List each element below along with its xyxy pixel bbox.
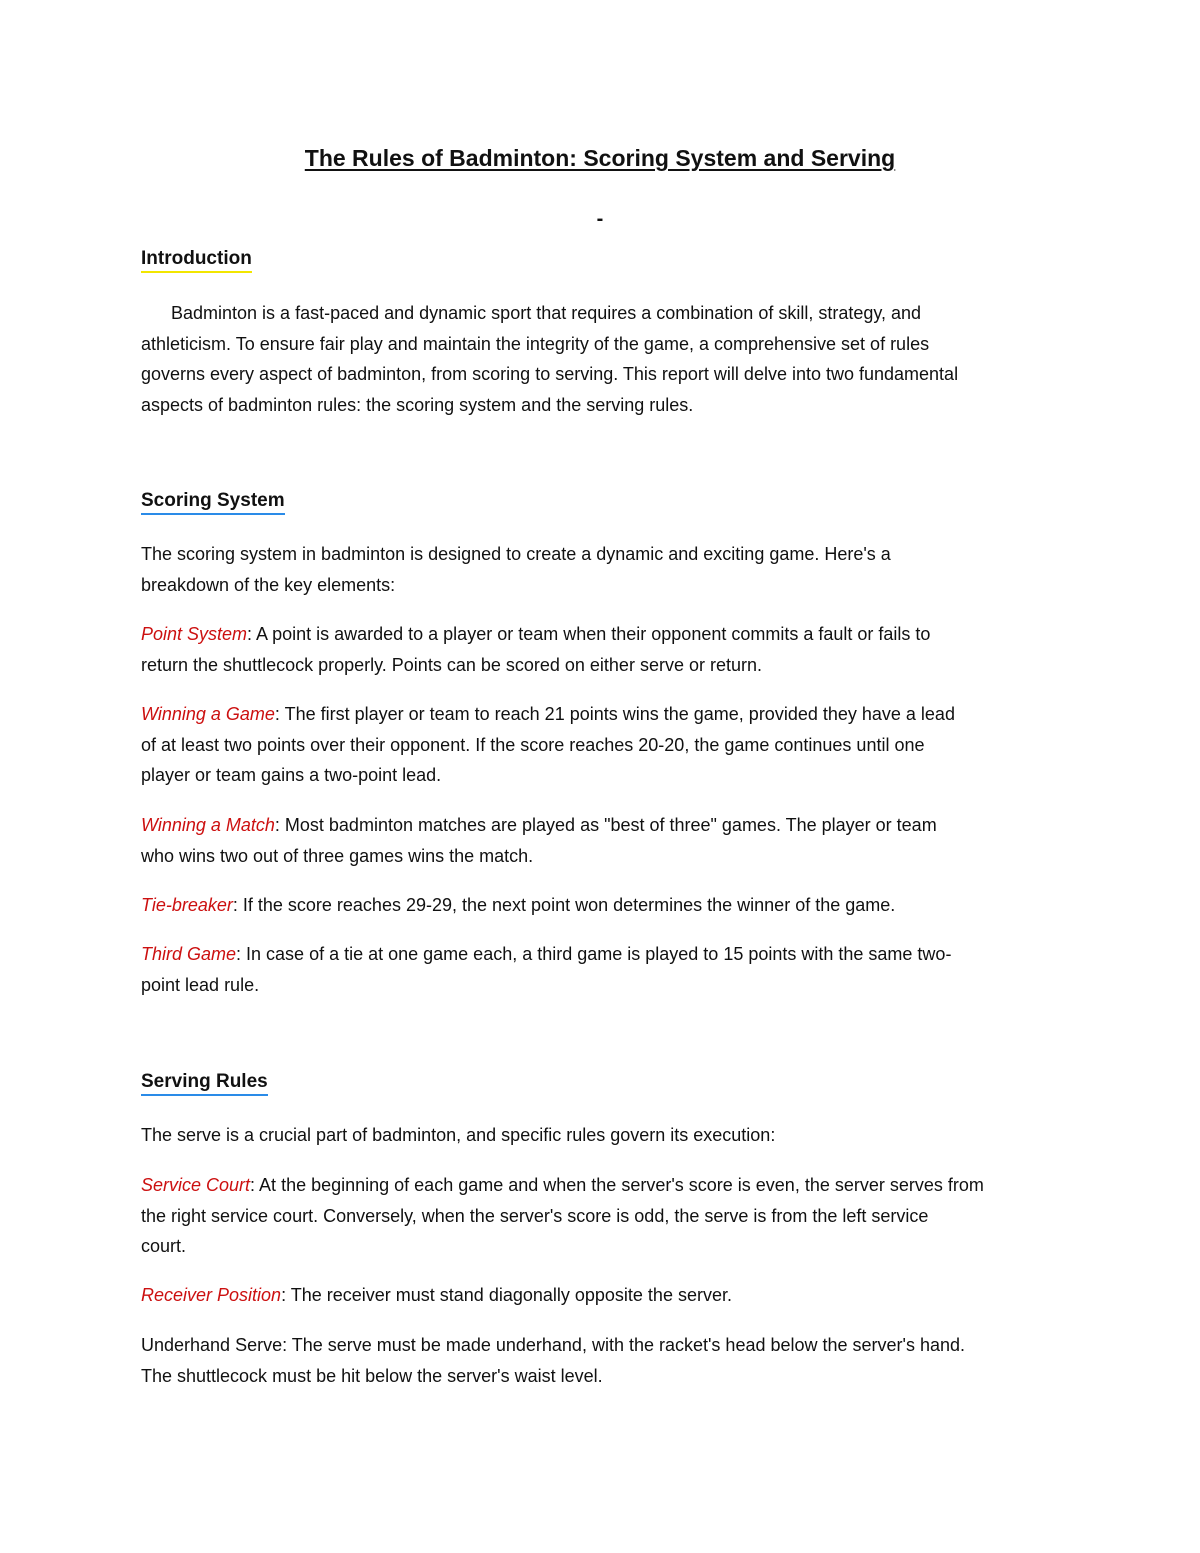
rule-first-line: [141, 890, 1061, 921]
serving-rules-heading-text: Serving Rules: [141, 1071, 268, 1096]
serving-intro-paragraph: [141, 1120, 1061, 1151]
paragraph-line: return the shuttlecock properly. Points can be scored on either serve or return.: [141, 654, 762, 675]
rule-text: : Most badminton matches are played as "best of three" games. The player or team: [274, 815, 937, 835]
rule-term: Winning a Match: [141, 815, 275, 835]
paragraph-line: athleticism. To ensure fair play and maintain the integrity of the game, a comprehensive set of rules: [141, 333, 930, 354]
rule-text: : At the beginning of each game and when the server's score is even, the server serves from: [250, 1175, 984, 1195]
scoring-system-heading-text: Scoring System: [141, 490, 285, 515]
rule-text: : In case of a tie at one game each, a third game is played to 15 points with the same two-: [236, 944, 952, 964]
introduction-heading-text: Introduction: [141, 248, 252, 273]
scoring-intro-paragraph: [141, 539, 1061, 600]
rule-first-line: [141, 699, 1061, 730]
paragraph-line: who wins two out of three games wins the match.: [141, 845, 534, 866]
paragraph-line: of at least two points over their opponent. If the score reaches 20-20, the game continues until one: [141, 734, 925, 755]
paragraph-line: The scoring system in badminton is designed to create a dynamic and exciting game. Here's a: [141, 544, 891, 564]
rule-first-line: [141, 1280, 1061, 1311]
title-separator: -: [596, 208, 604, 230]
rule-term: Service Court: [141, 1175, 251, 1195]
introduction-paragraph: [141, 298, 1061, 420]
rule-term: Point System: [141, 624, 248, 644]
paragraph-line: The shuttlecock must be hit below the server's waist level.: [141, 1365, 603, 1386]
rule-first-line: [141, 810, 1061, 841]
paragraph-line: Badminton is a fast-paced and dynamic sport that requires a combination of skill, strategy, and: [171, 303, 922, 323]
paragraph-line: aspects of badminton rules: the scoring system and the serving rules.: [141, 394, 694, 415]
rule-term: Tie-breaker: [141, 895, 233, 915]
paragraph-line: court.: [141, 1236, 187, 1256]
document-title: The Rules of Badminton: Scoring System and Serving: [304, 145, 896, 171]
paragraph-line: Underhand Serve: The serve must be made underhand, with the racket's head below the server's hand.: [141, 1335, 966, 1355]
rule-underhand-serve: [141, 1330, 1061, 1391]
rule-text: : The first player or team to reach 21 points wins the game, provided they have a lead: [274, 704, 955, 724]
serving-rules-heading: [141, 1071, 268, 1096]
rule-term: Receiver Position: [141, 1285, 282, 1305]
rule-first-line: [141, 1170, 1061, 1201]
paragraph-line: player or team gains a two-point lead.: [141, 765, 442, 785]
rule-third-game: [141, 939, 1061, 1000]
rule-first-line: [141, 619, 1061, 650]
rule-winning-a-game: [141, 699, 1061, 791]
rule-text: : If the score reaches 29-29, the next point won determines the winner of the game.: [232, 895, 896, 915]
scoring-system-heading: [141, 490, 285, 515]
rule-text: : A point is awarded to a player or team when their opponent commits a fault or fails to: [247, 624, 931, 644]
rule-text: : The receiver must stand diagonally opposite the server.: [281, 1285, 732, 1305]
paragraph-line: point lead rule.: [141, 974, 260, 995]
rule-receiver-position: [141, 1280, 1061, 1311]
introduction-heading: [141, 248, 252, 273]
rule-tie-breaker: [141, 890, 1061, 921]
paragraph-line: breakdown of the key elements:: [141, 574, 396, 595]
rule-term: Winning a Game: [141, 704, 275, 724]
paragraph-line: The serve is a crucial part of badminton, and specific rules govern its execution:: [141, 1125, 776, 1145]
rule-point-system: [141, 619, 1061, 680]
paragraph-line: the right service court. Conversely, when the server's score is odd, the serve is from the left service: [141, 1205, 929, 1226]
paragraph-line: governs every aspect of badminton, from scoring to serving. This report will delve into two fundamental: [141, 364, 959, 384]
rule-first-line: [141, 939, 1061, 970]
rule-term: Third Game: [141, 944, 237, 964]
rule-winning-a-match: [141, 810, 1061, 871]
rule-service-court: [141, 1170, 1061, 1262]
